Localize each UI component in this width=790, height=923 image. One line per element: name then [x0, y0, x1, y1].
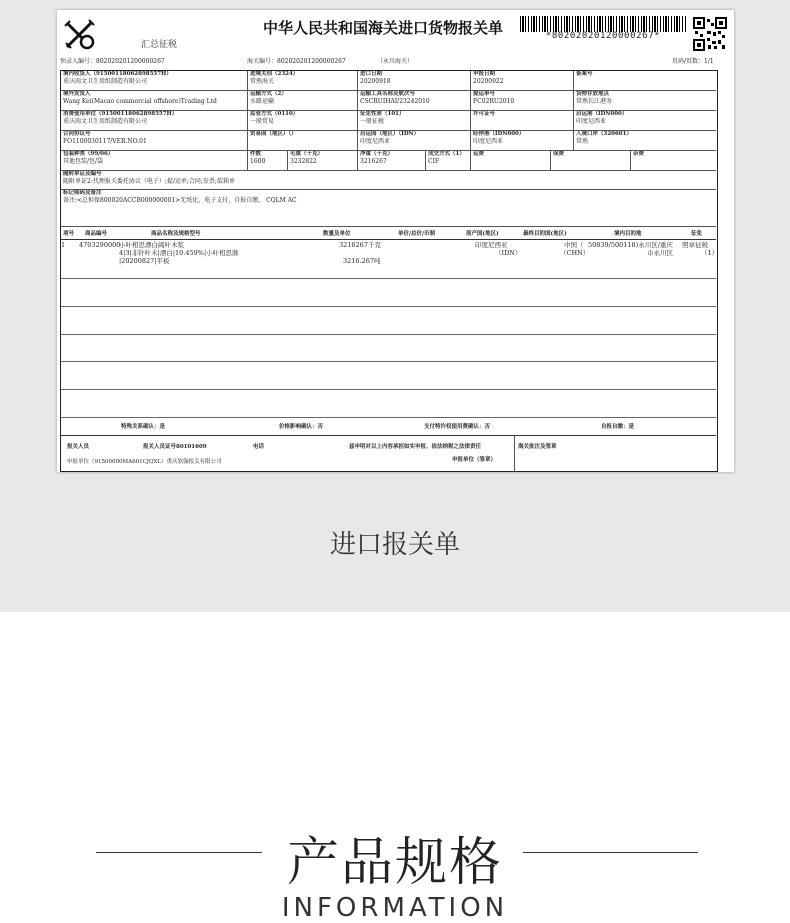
field-packing — [61, 151, 248, 171]
field-label: 包装种类（99/06） — [63, 151, 114, 157]
phone-label: 电话 — [253, 444, 265, 450]
field-attached-docs — [61, 171, 716, 190]
form-grid — [60, 70, 718, 472]
item-origin-code: （IDN） — [495, 249, 522, 257]
customs-emblem-icon — [62, 17, 98, 53]
field-label: 备案号 — [576, 71, 593, 77]
item-levy-code: （1） — [701, 249, 719, 257]
field-label: 运输方式（2） — [250, 91, 287, 97]
field-departure-port — [574, 111, 716, 131]
field-entry-place — [574, 131, 716, 151]
item-domestic-dest: 50839/500118)永川区/重庆 — [588, 241, 673, 249]
field-freight — [471, 151, 551, 171]
field-consumer — [61, 111, 248, 131]
field-value: Wang Kei(Macao commercial offshore)Trading Ltd — [63, 98, 217, 105]
confirm-price-impact: 价格影响确认：否 — [279, 424, 324, 430]
item-domestic-dest-line2: 市永川区 — [647, 249, 673, 257]
declaration-divider — [61, 435, 716, 436]
form-title: 中华人民共和国海关进口货物报关单 — [263, 19, 504, 37]
section-subtitle: INFORMATION — [281, 893, 509, 923]
field-transit-port — [471, 131, 574, 151]
item-dest-country: 中国（ — [564, 241, 584, 249]
item-dest-country-code: （CHN） — [560, 249, 590, 257]
field-label: 监管方式（0110） — [250, 111, 299, 117]
field-label: 杂费 — [633, 151, 645, 157]
field-value: 1600 — [250, 158, 266, 165]
field-contract — [61, 131, 248, 151]
declare-unit-seal: 申报单位（签章） — [452, 457, 497, 463]
field-value: FC02RU2010 — [473, 98, 515, 105]
col-header-seq: 项号 — [63, 231, 75, 237]
customs-remark-label: 海关批注及签章 — [518, 444, 557, 450]
field-net-weight — [358, 151, 426, 171]
field-consignee — [61, 71, 248, 91]
col-header-code: 商品编号 — [85, 231, 108, 237]
field-label: 启运国（地区）（IDN） — [360, 131, 420, 137]
field-value: 一般征税 — [360, 118, 385, 125]
qr-code-icon — [693, 17, 727, 51]
title-rule-right — [523, 852, 698, 853]
field-label: 件数 — [250, 151, 262, 157]
col-header-qty: 数量及单位 — [323, 231, 351, 237]
field-value: 随附单证2:代理报关委托协议（电子）;提/运单;合同;发票;装箱单 — [63, 178, 235, 185]
field-value: 常熟长江港务 — [576, 98, 613, 105]
col-header-levy: 征免 — [691, 231, 703, 237]
field-value: 重庆雨文卫生用纸制造有限公司 — [63, 118, 148, 125]
field-label: 随附单证及编号 — [63, 171, 102, 177]
field-import-date — [358, 71, 471, 91]
field-label: 毛重（千克） — [290, 151, 324, 157]
item-name-line3: |20200827|平板 — [119, 257, 170, 265]
field-supervision — [248, 111, 358, 131]
col-header-origin: 原产国(地区) — [466, 231, 499, 237]
page-count: 页码/页数：1/1 — [672, 58, 714, 65]
field-value: 3216267 — [360, 158, 387, 165]
item-origin: 印度尼西亚 — [475, 241, 508, 249]
field-misc-fee — [631, 151, 716, 171]
declaration-statement: 兹申明对以上内容承担如实申报、依法纳税之法律责任 — [349, 444, 482, 450]
field-trade-country — [248, 131, 358, 151]
field-value: 3232822 — [290, 158, 317, 165]
field-deal-mode — [426, 151, 471, 171]
field-value: 印度尼西亚 — [576, 118, 607, 125]
confirm-royalty: 支付特许权使用费确认：否 — [424, 424, 491, 430]
field-remarks — [61, 190, 716, 227]
field-pieces — [248, 151, 288, 171]
table-row-divider — [61, 278, 716, 279]
field-label: 合同协议号 — [63, 131, 91, 137]
field-origin-country — [358, 131, 471, 151]
field-shipper — [61, 91, 248, 111]
field-value: CSCRUIHAI/23242010 — [360, 98, 430, 105]
field-label: 消费使用单位（91500118062898557H） — [63, 111, 178, 117]
field-label: 启运港（IDN000） — [576, 111, 628, 117]
image-caption: 进口报关单 — [329, 530, 460, 560]
table-row-divider — [61, 306, 716, 307]
field-value: 20200918 — [360, 78, 391, 85]
customs-office: （永川海关） — [377, 58, 414, 65]
table-header-divider — [61, 239, 716, 240]
field-bill-no — [471, 91, 574, 111]
field-value: 其他包装/包/袋 — [63, 158, 104, 165]
col-header-dest-country: 最终目的国(地区) — [523, 231, 567, 237]
field-insurance — [551, 151, 631, 171]
field-license-no — [471, 111, 574, 131]
field-label: 进口日期 — [360, 71, 383, 77]
field-label: 提运单号 — [473, 91, 496, 97]
tax-mode-label: 汇总征税 — [141, 40, 178, 50]
table-row-divider — [61, 361, 716, 362]
field-gross-weight — [288, 151, 358, 171]
field-label: 运输工具名称及航次号 — [360, 91, 416, 97]
customs-declaration-form — [57, 10, 734, 472]
field-value: 常熟海关 — [250, 78, 275, 85]
field-value: 常熟 — [576, 138, 589, 145]
field-value: FO1100030117/VER.NO.01 — [63, 138, 147, 145]
field-value: 一般贸易 — [250, 118, 275, 125]
declaration-column-divider — [514, 435, 515, 471]
declarant-label: 报关人员 — [67, 444, 90, 450]
item-seq: 1 — [61, 241, 66, 249]
table-row-divider — [61, 417, 716, 418]
field-value: 印度尼西亚 — [473, 138, 504, 145]
table-row-divider — [61, 389, 716, 390]
field-label: 保费 — [553, 151, 565, 157]
item-qty-kg: 3216267千克 — [339, 241, 381, 249]
field-label: 申报日期 — [473, 71, 496, 77]
confirm-special-relation: 特殊关系确认：是 — [121, 424, 166, 430]
col-header-price: 单价/总价/币制 — [398, 231, 436, 237]
field-label: 标记唛码及备注 — [63, 190, 102, 196]
confirm-self-report: 自报自缴：是 — [601, 424, 635, 430]
field-levy-nature — [358, 111, 471, 131]
field-label: 货物存放地点 — [576, 91, 610, 97]
field-value: 水路运输 — [250, 98, 275, 105]
field-label: 净重（千克） — [360, 151, 394, 157]
item-name-line2: 4|3|非针叶木|漂白|10.459%|小叶相思脒 — [119, 249, 239, 257]
field-value: 印度尼西亚 — [360, 138, 391, 145]
col-header-name: 商品名称及规格型号 — [151, 231, 201, 237]
field-label: 贸易国（地区）（） — [250, 131, 297, 137]
field-transport-tool — [358, 91, 471, 111]
item-code: 4703290000 — [79, 241, 121, 249]
section-title: 产品规格 — [286, 833, 503, 893]
declarant-cert: 报关人员证号80101609 — [143, 444, 207, 450]
pre-entry-number: 预录入编号：802020201200000267 — [60, 58, 165, 65]
field-value: 备注:<总担保800020ACCB000000001>无纸化，电子支付，自报自缴， CQLM AC — [63, 197, 297, 204]
field-entry-port — [248, 71, 358, 91]
field-label: 境外发货人 — [63, 91, 91, 97]
declare-unit: 申报单位（91500000MA601CJQXL）重庆软翰报关有限公司 — [67, 459, 222, 465]
field-label: 征免性质（101） — [360, 111, 405, 117]
customs-number: 海关编号：802020201200000267 — [247, 58, 346, 65]
item-levy: 照章征税 — [682, 241, 708, 249]
item-qty-ton: 3216.267吨 — [343, 257, 381, 265]
field-label: 境内收货人（91500118062898557H） — [63, 71, 172, 77]
col-header-domestic: 境内目的地 — [614, 231, 642, 237]
field-label: 入境口岸（320601） — [576, 131, 632, 137]
item-name-line1: 小叶相思漂白阔叶木浆 — [119, 241, 184, 249]
barcode — [520, 16, 686, 32]
table-row-divider — [61, 334, 716, 335]
field-transport-mode — [248, 91, 358, 111]
field-declare-date — [471, 71, 574, 91]
field-label: 运费 — [473, 151, 485, 157]
field-label: 许可证号 — [473, 111, 496, 117]
field-value: 重庆雨文卫生用纸制造有限公司 — [63, 78, 148, 85]
field-storage — [574, 91, 716, 111]
barcode-number: *80202020120000267* — [545, 31, 661, 41]
field-label: 成交方式（1） — [428, 151, 465, 157]
field-label: 经停港（IDN000） — [473, 131, 525, 137]
field-record-no — [574, 71, 716, 91]
field-label: 进境关别（2324） — [250, 71, 299, 77]
field-value: CIF — [428, 158, 440, 165]
field-value: 20200922 — [473, 78, 504, 85]
